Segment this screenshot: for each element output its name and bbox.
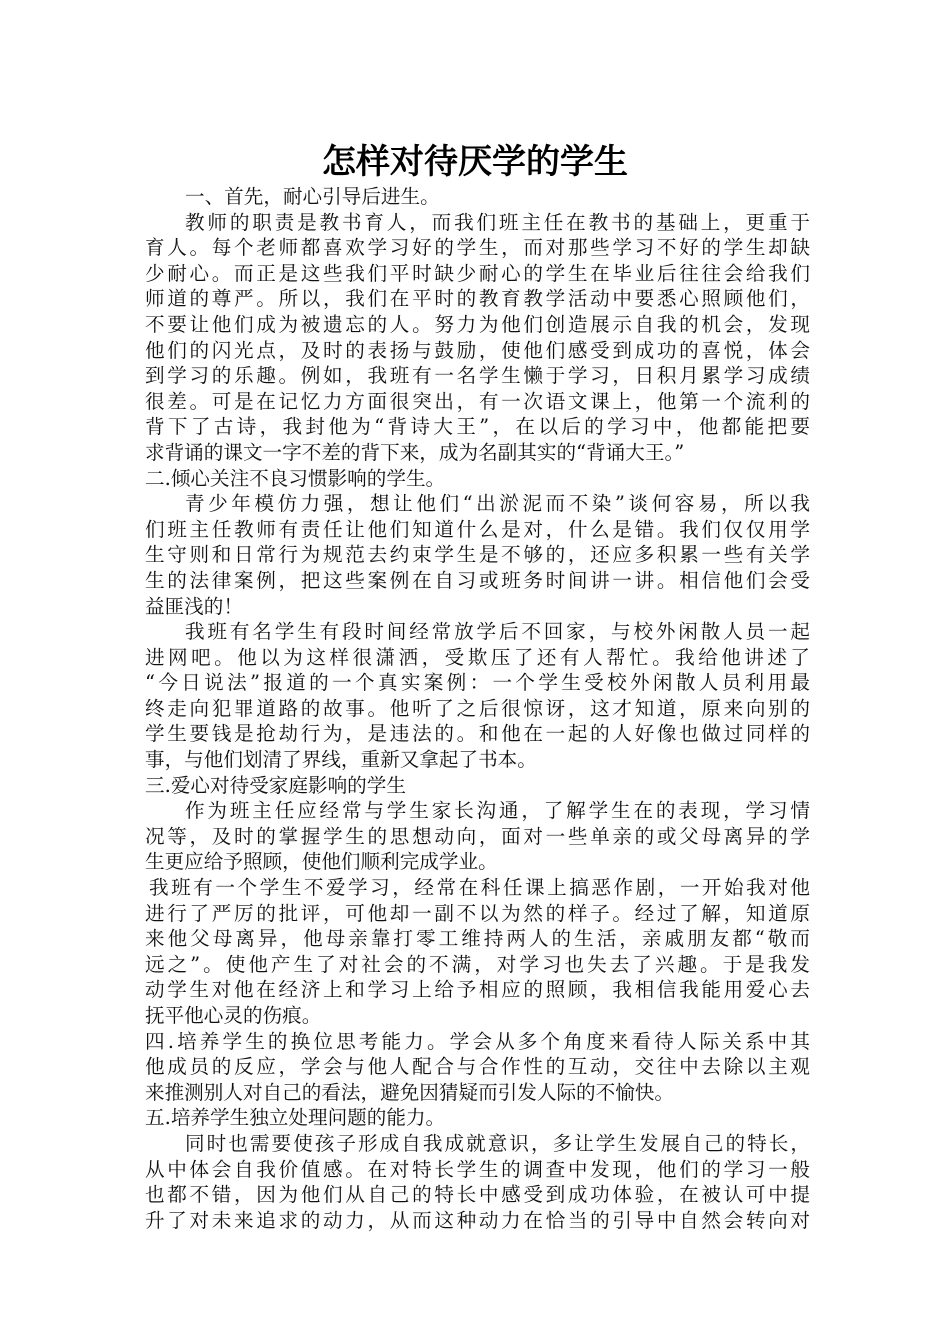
text-line: 我班有一个学生不爱学习，经常在科任课上搞恶作剧，一开始我对他 [149, 876, 810, 900]
text-line: 背下了古诗，我封他为“背诗大王”，在以后的学习中，他都能把要 [145, 415, 810, 439]
text-line: 进行了严厉的批评，可他却一副不以为然的样子。经过了解，知道原 [145, 901, 810, 925]
text-line: 教师的职责是教书育人，而我们班主任在教书的基础上，更重于 [185, 210, 810, 234]
text-line: 同时也需要使孩子形成自我成就意识，多让学生发展自己的特长， [185, 1131, 810, 1155]
text-line: 到学习的乐趣。例如，我班有一名学生懒于学习，日积月累学习成绩 [145, 364, 810, 388]
text-line: 生的法律案例，把这些案例在自习或班务时间讲一讲。相信他们会受 [145, 568, 810, 592]
text-line: “今日说法”报道的一个真实案例：一个学生受校外闲散人员利用最 [145, 671, 810, 695]
text-line: 师道的尊严。所以，我们在平时的教育教学活动中要悉心照顾他们， [145, 287, 810, 311]
text-line: 从中体会自我价值感。在对特长学生的调查中发现，他们的学习一般 [145, 1157, 810, 1181]
text-line: 事，与他们划清了界线，重新又拿起了书本。 [145, 748, 537, 772]
text-line: 进网吧。他以为这样很潇洒，受欺压了还有人帮忙。我给他讲述了 [145, 645, 810, 669]
text-line: 抚平他心灵的伤痕。 [145, 1004, 322, 1027]
text-line: 求背诵的课文一字不差的背下来，成为名副其实的“背诵大王。” [145, 440, 685, 464]
text-line: 他们的闪光点，及时的表扬与鼓励，使他们感受到成功的喜悦，体会 [145, 338, 810, 362]
text-line: 益匪浅的！ [145, 594, 243, 618]
text-line: 来他父母离异，他母亲靠打零工维持两人的生活，亲戚朋友都“敬而 [145, 927, 810, 951]
document-title: 怎样对待厌学的学生 [322, 142, 628, 182]
text-line: 作为班主任应经常与学生家长沟通，了解学生在的表现，学习情 [185, 799, 810, 823]
text-line: 远之”。使他产生了对社会的不满，对学习也失去了兴趣。于是我发 [145, 952, 810, 976]
text-line: 学生要钱是抢劫行为，是违法的。和他在一起的人好像也做过同样的 [145, 722, 810, 746]
text-line: 不要让他们成为被遗忘的人。努力为他们创造展示自我的机会，发现 [145, 312, 810, 336]
text-line: 育人。每个老师都喜欢学习好的学生，而对那些学习不好的学生却缺 [145, 236, 810, 260]
text-line: 动学生对他在经济上和学习上给予相应的照顾，我相信我能用爱心去 [145, 978, 810, 1002]
text-line: 青少年模仿力强，想让他们“出淤泥而不染”谈何容易，所以我 [185, 492, 810, 516]
text-line: 终走向犯罪道路的故事。他听了之后很惊讶，这才知道，原来向别的 [145, 696, 810, 720]
text-line: 我班有名学生有段时间经常放学后不回家，与校外闲散人员一起 [185, 620, 810, 644]
text-line: 生守则和日常行为规范去约束学生是不够的，还应多积累一些有关学 [145, 543, 810, 567]
text-line: 来推测别人对自己的看法，避免因猜疑而引发人际的不愉快。 [145, 1080, 675, 1104]
text-line: 升了对未来追求的动力，从而这种动力在恰当的引导中自然会转向对 [145, 1208, 810, 1232]
text-line: 二.倾心关注不良习惯影响的学生。 [145, 466, 446, 490]
document-body [145, 184, 810, 1233]
text-line: 很差。可是在记忆力方面很突出，有一次语文课上，他第一个流利的 [145, 389, 810, 413]
text-line: 三.爱心对待受家庭影响的学生 [145, 773, 406, 797]
text-line: 五.培养学生独立处理问题的能力。 [145, 1106, 446, 1130]
text-line: 少耐心。而正是这些我们平时缺少耐心的学生在毕业后往往会给我们 [145, 261, 810, 285]
text-line: 况等，及时的掌握学生的思想动向，面对一些单亲的或父母离异的学 [145, 824, 810, 848]
text-line: 四.培养学生的换位思考能力。学会从多个角度来看待人际关系中其 [145, 1029, 810, 1053]
text-line: 一、首先，耐心引导后进生。 [185, 185, 440, 208]
text-line: 生更应给予照顾，使他们顺利完成学业。 [145, 850, 498, 874]
text-line: 们班主任教师有责任让他们知道什么是对，什么是错。我们仅仅用学 [145, 517, 810, 541]
text-line: 他成员的反应，学会与他人配合与合作性的互动，交往中去除以主观 [145, 1055, 810, 1079]
text-line: 也都不错，因为他们从自己的特长中感受到成功体验，在被认可中提 [145, 1183, 810, 1207]
